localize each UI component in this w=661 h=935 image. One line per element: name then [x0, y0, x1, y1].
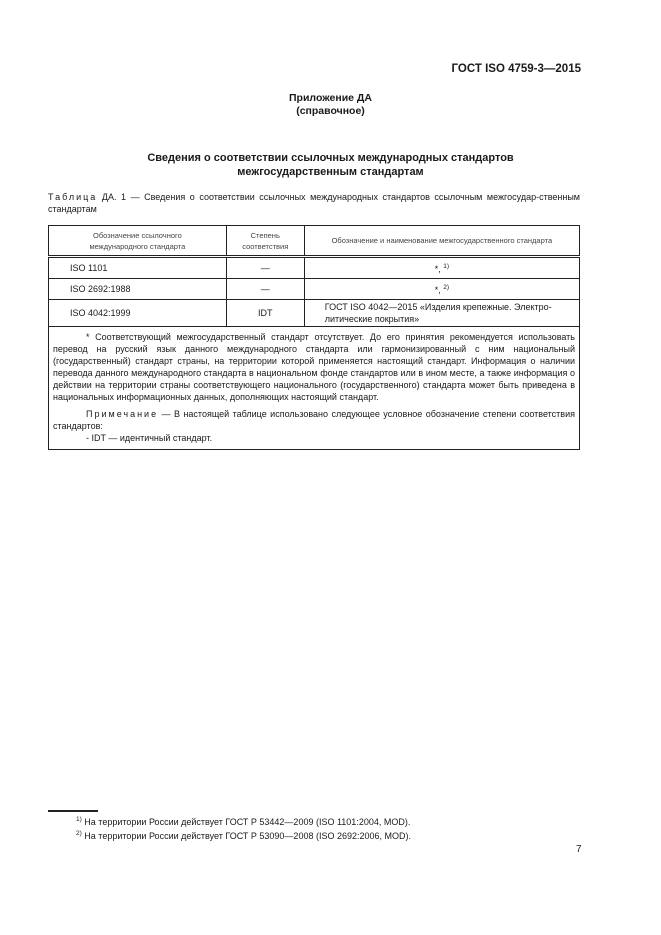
appendix-heading	[0, 92, 661, 118]
footnote-ref: 2)	[443, 283, 450, 291]
note-item: - IDT — идентичный стандарт.	[86, 433, 213, 443]
cell-gost	[304, 300, 579, 327]
cell-gost-line1: ГОСТ ISO 4042—2015 «Изделия крепежные. Электро-	[324, 302, 552, 312]
header-interstate-standard: Обозначение и наименование межгосударственного стандарта	[304, 226, 579, 257]
cell-gost	[304, 257, 579, 279]
table-row	[49, 300, 580, 327]
footnotes	[76, 814, 411, 842]
note-text: — В настоящей таблице использовано следующее условное обозначение степени соответствия стандартов:	[53, 409, 575, 431]
cell-standard: ISO 2692:1988	[49, 279, 227, 300]
table-row	[49, 257, 580, 279]
table-notes	[49, 327, 580, 450]
footnote-separator	[48, 810, 98, 812]
footnote	[76, 814, 411, 828]
footnote	[76, 828, 411, 842]
footnote-ref: 1)	[443, 262, 450, 270]
footnote-text: На территории России действует ГОСТ Р 53090—2008 (ISO 2692:2006, MOD).	[84, 831, 411, 841]
appendix-subtitle: (справочное)	[296, 105, 365, 117]
document-code: ГОСТ ISO 4759-3—2015	[451, 63, 581, 75]
table-caption	[48, 191, 580, 215]
note-paragraph	[53, 408, 575, 432]
table-header-row	[49, 226, 580, 257]
cell-gost-line2: литические покрытия»	[324, 314, 420, 324]
cell-gost-text: *,	[434, 284, 441, 295]
footnote-text: На территории России действует ГОСТ Р 53442—2009 (ISO 1101:2004, MOD).	[84, 817, 411, 827]
cell-degree: —	[226, 279, 304, 300]
header-degree: Степень соответствия	[226, 226, 304, 257]
header-international-standard: Обозначение ссылочного международного стандарта	[49, 226, 227, 257]
cell-degree: —	[226, 257, 304, 279]
cell-standard: ISO 1101	[49, 257, 227, 279]
appendix-title: Приложение ДА	[289, 92, 372, 104]
cell-degree: IDT	[226, 300, 304, 327]
note-star: * Соответствующий межгосударственный стандарт отсутствует. До его принятия рекомендуется использовать перевод на русский язык данного международного стандарта или гармонизированный с ним национальный (государственный) стандарт страны, на территории которой применяется настоящий стандарт. Информация о наличии перевода данного международного стандарта в национальном фонде стандартов или в ином месте, а также информация о действии на территории страны соответствующего национального (государственного) стандарта может быть приведена в национальных информационных данных, дополняющих настоящий стандарт.	[53, 332, 575, 402]
footnote-mark: 1)	[76, 816, 82, 823]
correspondence-table	[48, 225, 580, 450]
footnote-mark: 2)	[76, 830, 82, 837]
table-row	[49, 279, 580, 300]
page-number: 7	[576, 844, 582, 855]
section-heading-line1: Сведения о соответствии ссылочных международных стандартов	[147, 152, 514, 164]
section-heading-line2: межгосударственным стандартам	[237, 165, 424, 178]
note-label: Примечание	[86, 409, 159, 419]
cell-standard: ISO 4042:1999	[49, 300, 227, 327]
cell-gost	[304, 279, 579, 300]
table-caption-text: ДА. 1 — Сведения о соответствии ссылочных международных стандартов ссылочным межгосудар-ственным стандартам	[48, 192, 580, 214]
table-notes-row	[49, 327, 580, 450]
section-heading	[0, 152, 661, 179]
cell-gost-text: *,	[434, 263, 441, 274]
table-caption-prefix: Таблица	[48, 192, 98, 202]
